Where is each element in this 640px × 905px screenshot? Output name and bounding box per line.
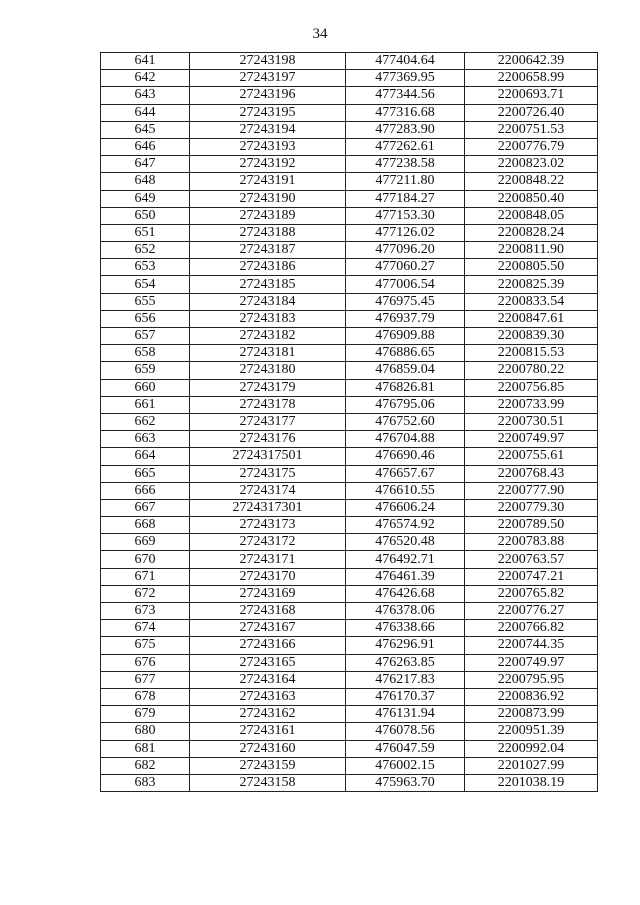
y-coordinate-cell: 2200726.40: [465, 104, 598, 121]
table-row: [101, 190, 598, 207]
table-row: [101, 757, 598, 774]
x-coordinate-cell: 476217.83: [346, 671, 465, 688]
y-coordinate-cell: 2200768.43: [465, 465, 598, 482]
point-id-cell: 27243175: [190, 465, 346, 482]
table-row: [101, 534, 598, 551]
point-id-cell: 27243183: [190, 310, 346, 327]
point-id-cell: 27243184: [190, 293, 346, 310]
table-row: [101, 706, 598, 723]
y-coordinate-cell: 2200951.39: [465, 723, 598, 740]
y-coordinate-cell: 2200823.02: [465, 156, 598, 173]
point-number-cell: 676: [101, 654, 190, 671]
point-id-cell: 27243187: [190, 242, 346, 259]
x-coordinate-cell: 477404.64: [346, 53, 465, 70]
table-row: [101, 87, 598, 104]
point-number-cell: 674: [101, 620, 190, 637]
y-coordinate-cell: 2200828.24: [465, 224, 598, 241]
x-coordinate-cell: 476002.15: [346, 757, 465, 774]
point-id-cell: 27243192: [190, 156, 346, 173]
point-id-cell: 27243176: [190, 431, 346, 448]
x-coordinate-cell: 476909.88: [346, 328, 465, 345]
point-number-cell: 661: [101, 396, 190, 413]
table-row: [101, 345, 598, 362]
table-row: [101, 740, 598, 757]
point-id-cell: 27243170: [190, 568, 346, 585]
x-coordinate-cell: 477283.90: [346, 121, 465, 138]
point-number-cell: 667: [101, 499, 190, 516]
table-row: [101, 276, 598, 293]
table-row: [101, 413, 598, 430]
point-id-cell: 27243171: [190, 551, 346, 568]
point-id-cell: 27243186: [190, 259, 346, 276]
point-number-cell: 649: [101, 190, 190, 207]
y-coordinate-cell: 2200755.61: [465, 448, 598, 465]
table-row: [101, 568, 598, 585]
point-id-cell: 27243159: [190, 757, 346, 774]
y-coordinate-cell: 2200783.88: [465, 534, 598, 551]
point-number-cell: 664: [101, 448, 190, 465]
y-coordinate-cell: 2200744.35: [465, 637, 598, 654]
point-number-cell: 650: [101, 207, 190, 224]
point-id-cell: 27243197: [190, 70, 346, 87]
table-row: [101, 70, 598, 87]
x-coordinate-cell: 477006.54: [346, 276, 465, 293]
table-row: [101, 156, 598, 173]
point-number-cell: 660: [101, 379, 190, 396]
table-row: [101, 207, 598, 224]
point-number-cell: 647: [101, 156, 190, 173]
y-coordinate-cell: 2201038.19: [465, 774, 598, 791]
point-id-cell: 27243165: [190, 654, 346, 671]
y-coordinate-cell: 2200873.99: [465, 706, 598, 723]
point-number-cell: 678: [101, 688, 190, 705]
x-coordinate-cell: 476826.81: [346, 379, 465, 396]
y-coordinate-cell: 2200811.90: [465, 242, 598, 259]
point-id-cell: 27243177: [190, 413, 346, 430]
y-coordinate-cell: 2200780.22: [465, 362, 598, 379]
point-number-cell: 666: [101, 482, 190, 499]
point-id-cell: 27243198: [190, 53, 346, 70]
table-row: [101, 774, 598, 791]
point-id-cell: 27243194: [190, 121, 346, 138]
x-coordinate-cell: 476131.94: [346, 706, 465, 723]
y-coordinate-cell: 2200763.57: [465, 551, 598, 568]
y-coordinate-cell: 2200776.79: [465, 138, 598, 155]
point-id-cell: 27243178: [190, 396, 346, 413]
point-number-cell: 672: [101, 585, 190, 602]
x-coordinate-cell: 476461.39: [346, 568, 465, 585]
y-coordinate-cell: 2201027.99: [465, 757, 598, 774]
point-id-cell: 27243179: [190, 379, 346, 396]
point-number-cell: 641: [101, 53, 190, 70]
point-id-cell: 27243173: [190, 517, 346, 534]
point-number-cell: 658: [101, 345, 190, 362]
x-coordinate-cell: 475963.70: [346, 774, 465, 791]
point-number-cell: 654: [101, 276, 190, 293]
x-coordinate-cell: 477096.20: [346, 242, 465, 259]
y-coordinate-cell: 2200693.71: [465, 87, 598, 104]
point-id-cell: 27243195: [190, 104, 346, 121]
y-coordinate-cell: 2200766.82: [465, 620, 598, 637]
page-number: 34: [312, 26, 328, 42]
table-row: [101, 620, 598, 637]
point-id-cell: 27243181: [190, 345, 346, 362]
x-coordinate-cell: 477344.56: [346, 87, 465, 104]
x-coordinate-cell: 476690.46: [346, 448, 465, 465]
point-number-cell: 642: [101, 70, 190, 87]
point-id-cell: 27243193: [190, 138, 346, 155]
y-coordinate-cell: 2200815.53: [465, 345, 598, 362]
point-id-cell: 27243180: [190, 362, 346, 379]
x-coordinate-cell: 476859.04: [346, 362, 465, 379]
table-row: [101, 293, 598, 310]
point-number-cell: 680: [101, 723, 190, 740]
y-coordinate-cell: 2200733.99: [465, 396, 598, 413]
point-number-cell: 662: [101, 413, 190, 430]
coordinates-table-body: [101, 53, 598, 792]
y-coordinate-cell: 2200795.95: [465, 671, 598, 688]
point-number-cell: 681: [101, 740, 190, 757]
point-id-cell: 27243160: [190, 740, 346, 757]
x-coordinate-cell: 477369.95: [346, 70, 465, 87]
point-id-cell: 27243166: [190, 637, 346, 654]
x-coordinate-cell: 477126.02: [346, 224, 465, 241]
x-coordinate-cell: 476657.67: [346, 465, 465, 482]
point-number-cell: 682: [101, 757, 190, 774]
y-coordinate-cell: 2200658.99: [465, 70, 598, 87]
y-coordinate-cell: 2200749.97: [465, 431, 598, 448]
y-coordinate-cell: 2200756.85: [465, 379, 598, 396]
table-row: [101, 603, 598, 620]
table-row: [101, 551, 598, 568]
x-coordinate-cell: 477316.68: [346, 104, 465, 121]
point-id-cell: 27243189: [190, 207, 346, 224]
y-coordinate-cell: 2200776.27: [465, 603, 598, 620]
table-row: [101, 104, 598, 121]
y-coordinate-cell: 2200825.39: [465, 276, 598, 293]
y-coordinate-cell: 2200749.97: [465, 654, 598, 671]
x-coordinate-cell: 476378.06: [346, 603, 465, 620]
x-coordinate-cell: 476975.45: [346, 293, 465, 310]
x-coordinate-cell: 476795.06: [346, 396, 465, 413]
point-id-cell: 27243162: [190, 706, 346, 723]
table-row: [101, 654, 598, 671]
x-coordinate-cell: 477211.80: [346, 173, 465, 190]
point-id-cell: 27243185: [190, 276, 346, 293]
table-row: [101, 465, 598, 482]
x-coordinate-cell: 476937.79: [346, 310, 465, 327]
table-row: [101, 499, 598, 516]
table-row: [101, 431, 598, 448]
y-coordinate-cell: 2200779.30: [465, 499, 598, 516]
point-id-cell: 27243191: [190, 173, 346, 190]
point-number-cell: 657: [101, 328, 190, 345]
table-row: [101, 310, 598, 327]
point-number-cell: 671: [101, 568, 190, 585]
y-coordinate-cell: 2200850.40: [465, 190, 598, 207]
table-row: [101, 121, 598, 138]
point-number-cell: 663: [101, 431, 190, 448]
point-number-cell: 656: [101, 310, 190, 327]
point-id-cell: 27243158: [190, 774, 346, 791]
y-coordinate-cell: 2200642.39: [465, 53, 598, 70]
coordinates-table: [100, 52, 598, 792]
y-coordinate-cell: 2200777.90: [465, 482, 598, 499]
x-coordinate-cell: 476574.92: [346, 517, 465, 534]
table-row: [101, 517, 598, 534]
x-coordinate-cell: 476078.56: [346, 723, 465, 740]
point-id-cell: 27243196: [190, 87, 346, 104]
table-row: [101, 637, 598, 654]
point-number-cell: 655: [101, 293, 190, 310]
point-id-cell: 27243163: [190, 688, 346, 705]
point-id-cell: 27243169: [190, 585, 346, 602]
x-coordinate-cell: 477238.58: [346, 156, 465, 173]
point-number-cell: 675: [101, 637, 190, 654]
point-number-cell: 679: [101, 706, 190, 723]
point-number-cell: 670: [101, 551, 190, 568]
table-row: [101, 723, 598, 740]
table-row: [101, 138, 598, 155]
point-number-cell: 653: [101, 259, 190, 276]
table-row: [101, 585, 598, 602]
y-coordinate-cell: 2200847.61: [465, 310, 598, 327]
x-coordinate-cell: 477060.27: [346, 259, 465, 276]
table-row: [101, 259, 598, 276]
y-coordinate-cell: 2200836.92: [465, 688, 598, 705]
table-row: [101, 224, 598, 241]
point-number-cell: 652: [101, 242, 190, 259]
y-coordinate-cell: 2200765.82: [465, 585, 598, 602]
point-number-cell: 665: [101, 465, 190, 482]
point-number-cell: 645: [101, 121, 190, 138]
table-row: [101, 328, 598, 345]
table-row: [101, 379, 598, 396]
table-row: [101, 448, 598, 465]
point-id-cell: 2724317301: [190, 499, 346, 516]
x-coordinate-cell: 476520.48: [346, 534, 465, 551]
point-id-cell: 27243190: [190, 190, 346, 207]
x-coordinate-cell: 476338.66: [346, 620, 465, 637]
point-id-cell: 27243161: [190, 723, 346, 740]
x-coordinate-cell: 476170.37: [346, 688, 465, 705]
x-coordinate-cell: 476704.88: [346, 431, 465, 448]
point-number-cell: 648: [101, 173, 190, 190]
point-id-cell: 27243174: [190, 482, 346, 499]
x-coordinate-cell: 476606.24: [346, 499, 465, 516]
x-coordinate-cell: 476296.91: [346, 637, 465, 654]
point-id-cell: 27243188: [190, 224, 346, 241]
table-row: [101, 362, 598, 379]
point-number-cell: 683: [101, 774, 190, 791]
point-number-cell: 659: [101, 362, 190, 379]
point-number-cell: 651: [101, 224, 190, 241]
point-id-cell: 27243172: [190, 534, 346, 551]
x-coordinate-cell: 477153.30: [346, 207, 465, 224]
y-coordinate-cell: 2200747.21: [465, 568, 598, 585]
y-coordinate-cell: 2200992.04: [465, 740, 598, 757]
table-row: [101, 53, 598, 70]
y-coordinate-cell: 2200751.53: [465, 121, 598, 138]
table-row: [101, 173, 598, 190]
point-number-cell: 643: [101, 87, 190, 104]
point-number-cell: 668: [101, 517, 190, 534]
x-coordinate-cell: 477262.61: [346, 138, 465, 155]
x-coordinate-cell: 476610.55: [346, 482, 465, 499]
y-coordinate-cell: 2200848.22: [465, 173, 598, 190]
y-coordinate-cell: 2200730.51: [465, 413, 598, 430]
table-row: [101, 396, 598, 413]
y-coordinate-cell: 2200833.54: [465, 293, 598, 310]
y-coordinate-cell: 2200839.30: [465, 328, 598, 345]
point-number-cell: 646: [101, 138, 190, 155]
table-row: [101, 688, 598, 705]
point-id-cell: 27243182: [190, 328, 346, 345]
x-coordinate-cell: 476426.68: [346, 585, 465, 602]
point-number-cell: 673: [101, 603, 190, 620]
point-number-cell: 644: [101, 104, 190, 121]
point-id-cell: 27243167: [190, 620, 346, 637]
x-coordinate-cell: 477184.27: [346, 190, 465, 207]
y-coordinate-cell: 2200789.50: [465, 517, 598, 534]
table-row: [101, 242, 598, 259]
y-coordinate-cell: 2200805.50: [465, 259, 598, 276]
x-coordinate-cell: 476886.65: [346, 345, 465, 362]
point-id-cell: 27243168: [190, 603, 346, 620]
table-row: [101, 482, 598, 499]
point-number-cell: 677: [101, 671, 190, 688]
x-coordinate-cell: 476047.59: [346, 740, 465, 757]
table-row: [101, 671, 598, 688]
x-coordinate-cell: 476752.60: [346, 413, 465, 430]
x-coordinate-cell: 476492.71: [346, 551, 465, 568]
point-number-cell: 669: [101, 534, 190, 551]
x-coordinate-cell: 476263.85: [346, 654, 465, 671]
point-id-cell: 27243164: [190, 671, 346, 688]
y-coordinate-cell: 2200848.05: [465, 207, 598, 224]
point-id-cell: 2724317501: [190, 448, 346, 465]
